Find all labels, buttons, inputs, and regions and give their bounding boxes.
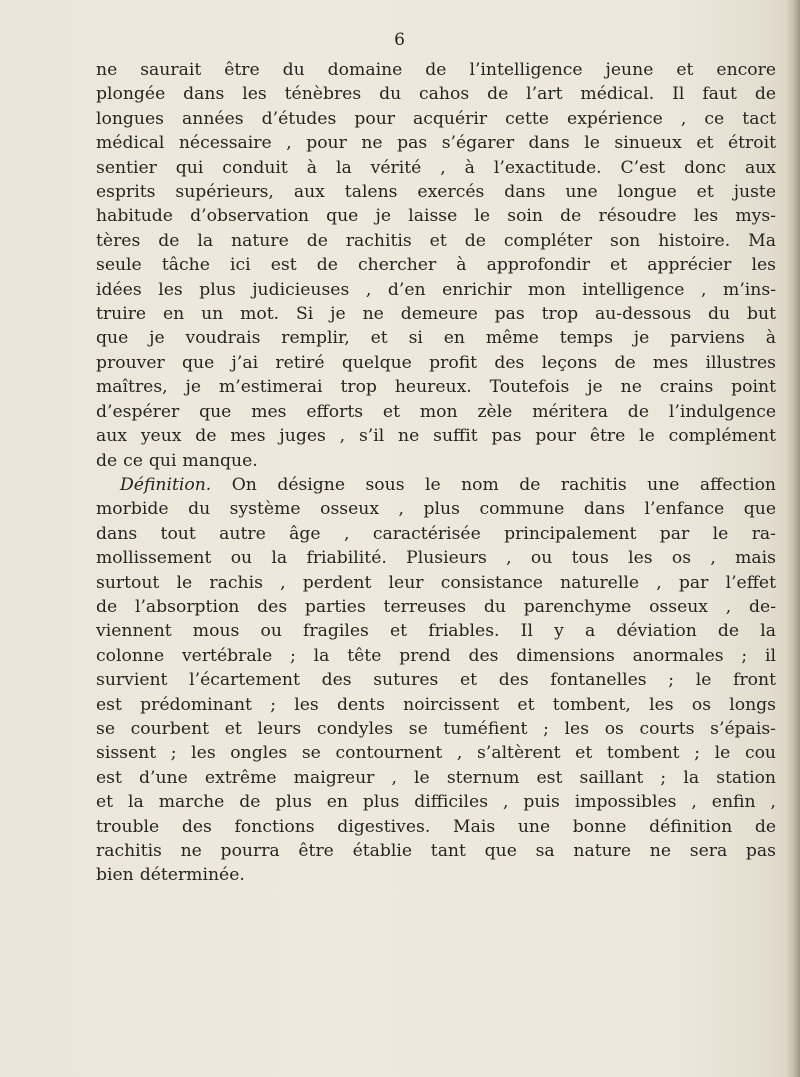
definition-first-line <box>96 473 776 497</box>
text-line: bien déterminée. <box>96 865 245 886</box>
text-line: trouble des fonctions digestives. Mais une bonne définition de <box>96 816 776 837</box>
text-line: plongée dans les ténèbres du cahos de l’art médical. Il faut de <box>96 84 776 105</box>
text-line: de l’absorption des parties terreuses du parenchyme osseux , de- <box>96 596 776 617</box>
paragraph-definition <box>96 473 776 888</box>
text-line: viennent mous ou fragiles et friables. Il y a déviation de la <box>96 621 776 642</box>
text-line: truire en un mot. Si je ne demeure pas trop au-dessous du but <box>96 304 776 325</box>
text-line: ne saurait être du domaine de l’intelligence jeune et encore <box>96 60 776 80</box>
text-line: longues années d’études pour acquérir cette expérience , ce tact <box>96 108 776 129</box>
text-line: maîtres, je m’estimerai trop heureux. Toutefois je ne crains point <box>96 377 776 398</box>
text-line: colonne vertébrale ; la tête prend des dimensions anormales ; il <box>96 645 776 666</box>
body-text <box>96 58 776 888</box>
text-line: de ce qui manque. <box>96 450 258 471</box>
paragraph-intro <box>96 58 776 473</box>
text-line: dans tout autre âge , caractérisée principalement par le ra- <box>96 523 776 544</box>
page-number: 6 <box>394 30 406 50</box>
text-line: surtout le rachis , perdent leur consistance naturelle , par l’effet <box>96 572 776 593</box>
definition-label: Définition. <box>120 474 212 495</box>
text-line: médical nécessaire , pour ne pas s’égarer dans le sinueux et étroit <box>96 133 776 154</box>
text-line: mollissement ou la friabilité. Plusieurs , ou tous les os , mais <box>96 548 776 569</box>
text-line: tères de la nature de rachitis et de compléter son histoire. Ma <box>96 230 776 251</box>
text-line: sentier qui conduit à la vérité , à l’exactitude. C’est donc aux <box>96 157 776 178</box>
text-line: se courbent et leurs condyles se tuméfient ; les os courts s’épais- <box>96 718 776 739</box>
text-line: morbide du système osseux , plus commune dans l’enfance que <box>96 499 776 520</box>
text-line: est d’une extrême maigreur , le sternum est saillant ; la station <box>96 767 776 788</box>
text-line: est prédominant ; les dents noircissent et tombent, les os longs <box>96 694 776 715</box>
text-line: idées les plus judicieuses , d’en enrichir mon intelligence , m’ins- <box>96 279 776 300</box>
page-edge-shadow <box>786 0 800 1077</box>
text-line: rachitis ne pourra être établie tant que sa nature ne sera pas <box>96 841 776 861</box>
text-line: seule tâche ici est de chercher à approfondir et apprécier les <box>96 255 776 276</box>
text-line: survient l’écartement des sutures et des fontanelles ; le front <box>96 670 776 691</box>
text-line: que je voudrais remplir, et si en même temps je parviens à <box>96 328 776 349</box>
text-line: esprits supérieurs, aux talens exercés dans une longue et juste <box>96 182 776 203</box>
text-line: sissent ; les ongles se contournent , s’altèrent et tombent ; le cou <box>96 743 776 764</box>
text-line: et la marche de plus en plus difficiles , puis impossibles , enfin , <box>96 792 776 813</box>
text-line: habitude d’observation que je laisse le soin de résoudre les mys- <box>96 206 776 227</box>
text-line: d’espérer que mes efforts et mon zèle méritera de l’indulgence <box>96 401 776 422</box>
definition-first-line-text: On désigne sous le nom de rachitis une affection <box>211 474 776 495</box>
text-line: prouver que j’ai retiré quelque profit des leçons de mes illustres <box>96 352 776 373</box>
text-line: aux yeux de mes juges , s’il ne suffit pas pour être le complément <box>96 426 776 447</box>
